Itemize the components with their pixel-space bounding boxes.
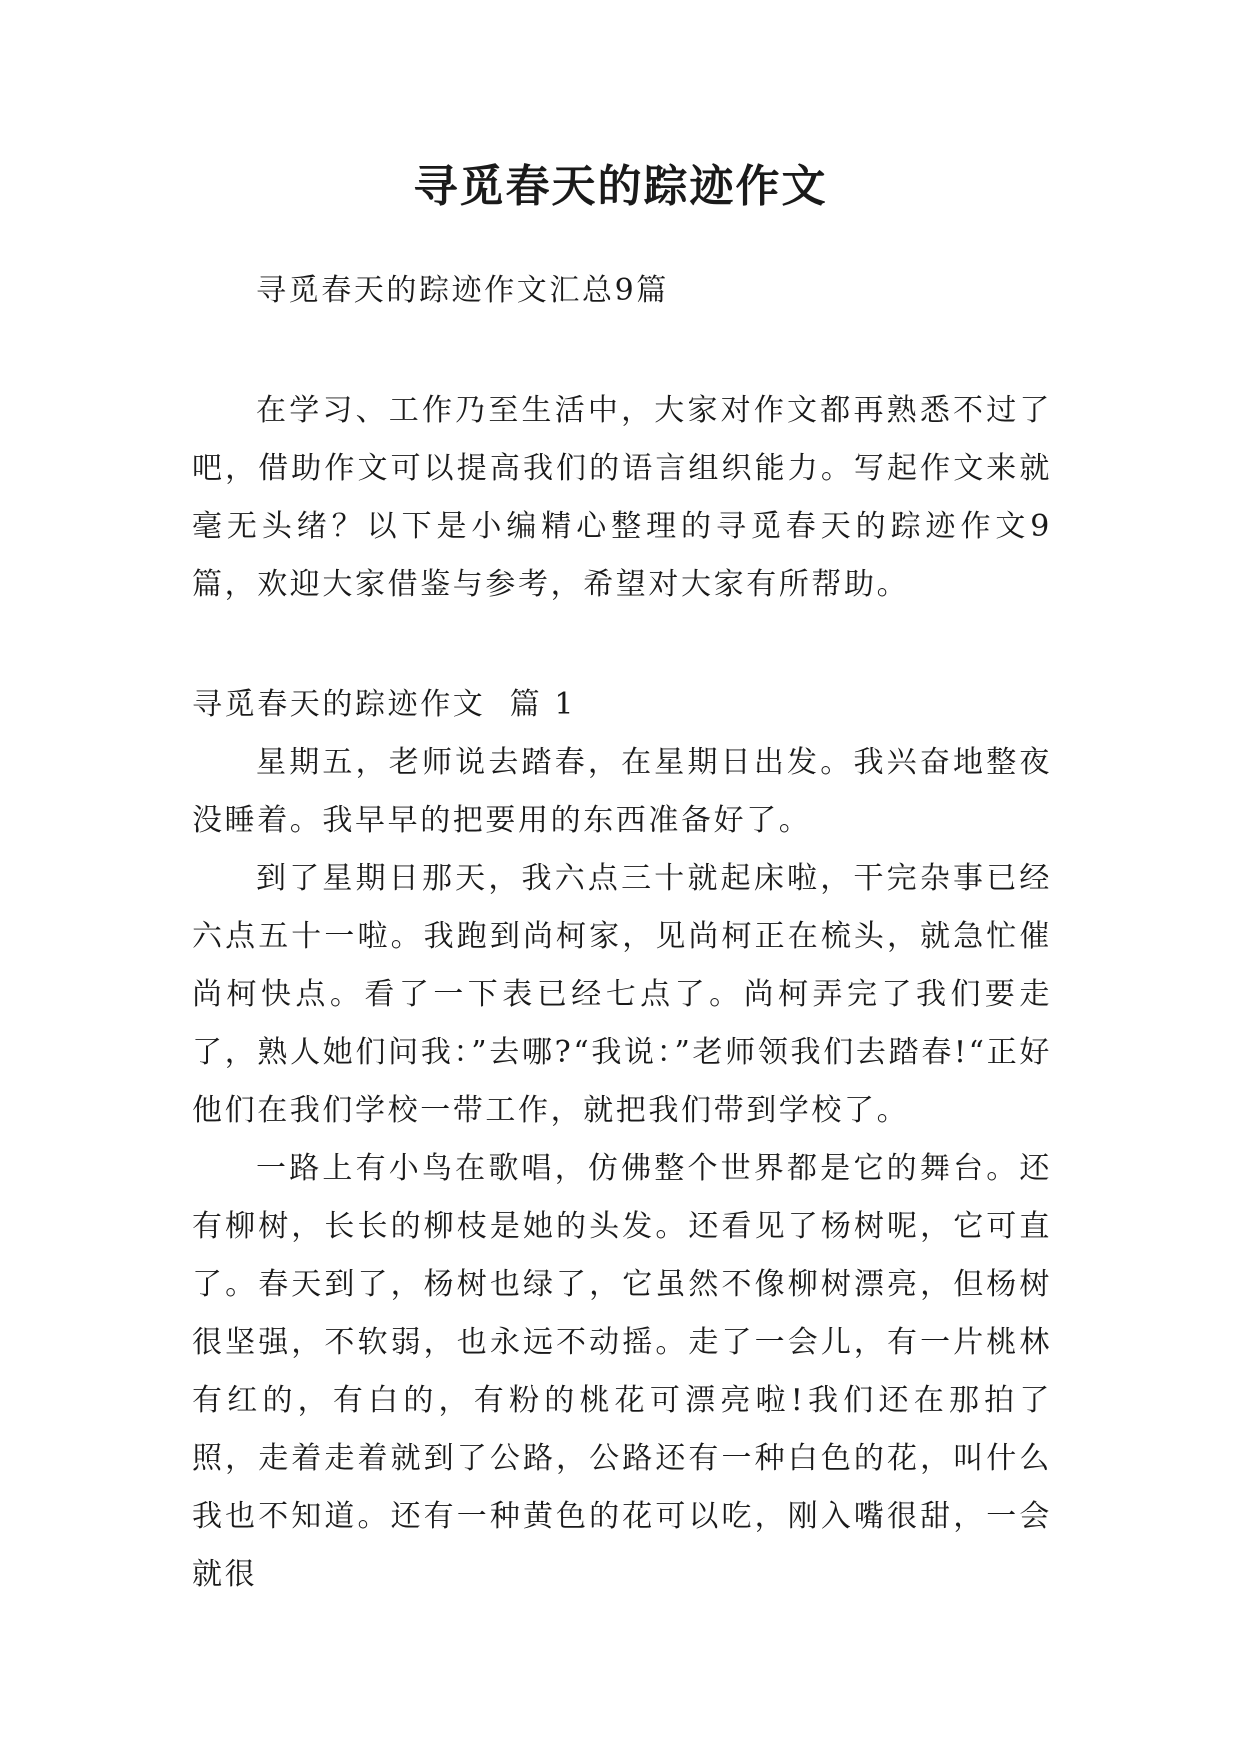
document-subtitle: 寻觅春天的踪迹作文汇总9篇 (256, 273, 669, 308)
body-paragraph-2: 到了星期日那天，我六点三十就起床啦，干完杂事已经六点五十一啦。我跑到尚柯家，见尚柯正在梳头，就急忙催尚柯快点。看了一下表已经七点了。尚柯弄完了我们要走了，熟人她们问我：”去哪?“我说：”老师领我们去踏春!“正好他们在我们学校一带工作，就把我们带到学校了。 (192, 861, 1052, 1128)
document-title: 寻觅春天的踪迹作文 (413, 161, 828, 212)
body-paragraph-3: 一路上有小鸟在歌唱，仿佛整个世界都是它的舞台。还有柳树，长长的柳枝是她的头发。还看见了杨树呢，它可直了。春天到了，杨树也绿了，它虽然不像柳树漂亮，但杨树很坚强，不软弱，也永远不动摇。走了一会儿，有一片桃林有红的，有白的，有粉的桃花可漂亮啦!我们还在那拍了照，走着走着就到了公路，公路还有一种白色的花，叫什么我也不知道。还有一种黄色的花可以吃，刚入嘴很甜，一会就很 (192, 1151, 1052, 1592)
section-heading: 寻觅春天的踪迹作文 篇 1 (192, 687, 577, 722)
body-paragraph-1: 星期五，老师说去踏春，在星期日出发。我兴奋地整夜没睡着。我早早的把要用的东西准备好了。 (192, 745, 1052, 838)
intro-paragraph: 在学习、工作乃至生活中，大家对作文都再熟悉不过了吧，借助作文可以提高我们的语言组织能力。写起作文来就毫无头绪？以下是小编精心整理的寻觅春天的踪迹作文9篇，欢迎大家借鉴与参考，希望对大家有所帮助。 (192, 393, 1052, 602)
document-body (192, 262, 1052, 1604)
